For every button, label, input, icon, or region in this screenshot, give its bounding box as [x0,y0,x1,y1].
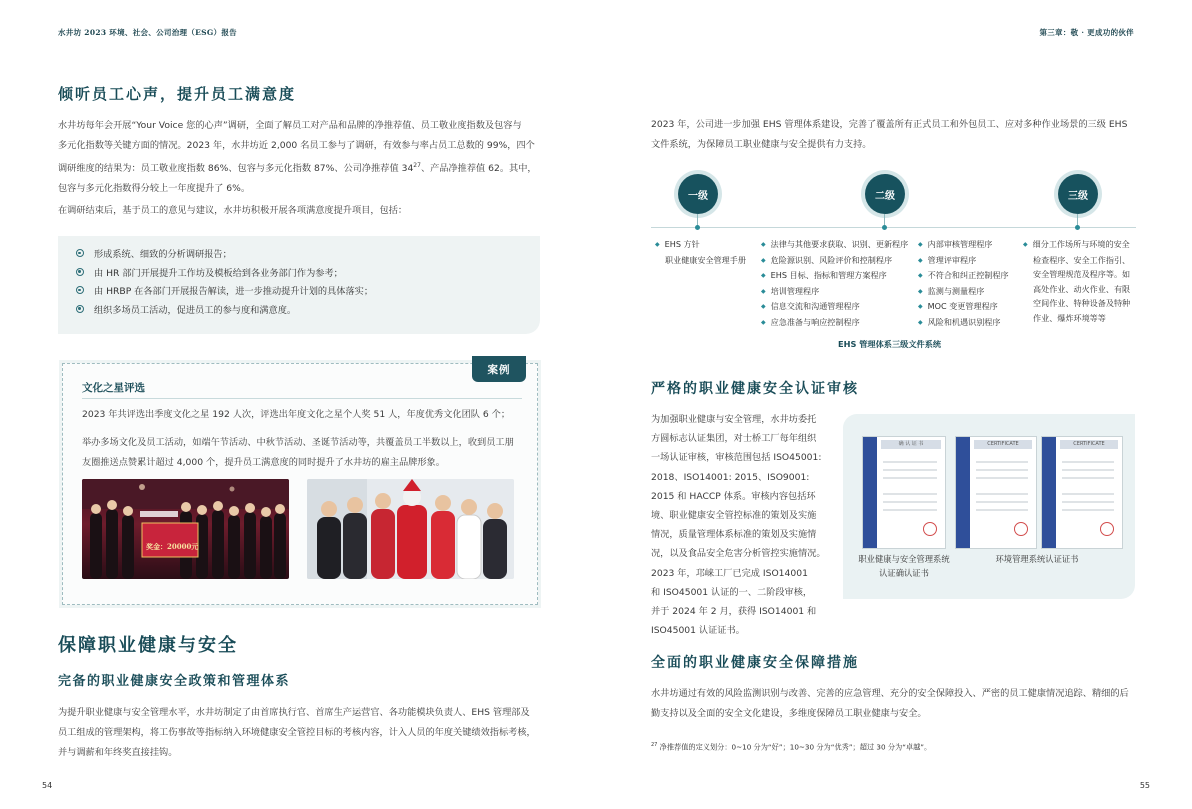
policy-paragraph [58,703,553,763]
certificate-ohs [862,436,946,549]
page-number-right: 55 [1139,781,1150,790]
survey-line: 包容与多元化指数得分较上一年度提升了 6%。 [58,183,251,195]
cert-line: 境、职业健康安全管控标准的策划及实施 [651,510,817,522]
tier-dot [695,225,700,230]
policy-line: 并与调薪和年终奖直接挂钩。 [58,747,178,758]
chapter-header-title: 第三章：敬 · 更成功的伙伴 [1039,28,1134,37]
tier-item: ◆ 风险和机遇识别程序 [918,315,1009,331]
award-board-text: 奖金：20000元 [146,542,199,551]
case-line: 友圈推送点赞累计超过 4,000 个，提升员工满意度的同时提升了水井坊的雇主品牌形象。 [82,457,445,468]
footnote-ref: 27 [413,162,421,169]
seal-icon [1100,522,1114,536]
page-number-left: 54 [42,781,53,790]
caption-ohs-certificate [852,552,956,580]
tier-item: ◆ 信息交流和沟通管理程序 [761,299,908,315]
ceremony-people-image [82,479,289,579]
certificate-env-1 [955,436,1037,549]
survey-line: 多元化指数等关键方面的情况。2023 年，水井坊近 2,000 名员工参与了调研，有效参与率占员工总数的 99%，四个 [58,140,535,151]
cert-heading: 确 认 证 书 [881,440,941,449]
measures-paragraph [651,684,1146,724]
bullet-icon [76,249,84,257]
bullet-icon [76,286,84,294]
tier-item: ◆ 管理评审程序 [918,253,1009,269]
case-paragraph-2 [82,433,527,473]
report-header-title: 水井坊 2023 环境、社会、公司治理（ESG）报告 [58,28,237,37]
tier-item-cont: 安全管理规范及程序等。如 [1033,269,1131,279]
tier-item-cont: 检查程序、安全工作指引、 [1033,254,1131,265]
bullet-icon [76,305,84,313]
tier-item: ◆ 应急准备与响应控制程序 [761,315,908,331]
section-title-health-safety: 保障职业健康与安全 [58,635,238,656]
certification-paragraph [651,410,831,640]
tier-item: ◆ MOC 变更管理程序 [918,299,1009,315]
caption-line: 认证确认证书 [879,568,929,578]
christmas-people-image [307,479,514,579]
footnote [651,742,931,752]
case-divider [82,398,522,399]
section-title-certification: 严格的职业健康安全认证审核 [651,381,859,397]
followup-paragraph: 在调研结束后，基于员工的意见与建议，水井坊积极开展各项满意度提升项目，包括： [58,205,408,216]
measures-line: 勤支持以及全面的安全文化建设，多维度保障员工职业健康与安全。 [651,708,927,719]
cert-heading: CERTIFICATE [1060,440,1118,449]
tier-dot [882,225,887,230]
cert-line: 2015 和 HACCP 体系。审核内容包括环 [651,490,816,502]
bullet-icon [76,268,84,276]
cert-line: 为加强职业健康与安全管理，水井坊委托 [651,414,817,425]
tier-item: ◆ 内部审核管理程序 [918,237,1009,253]
level-1-circle: 一级 [678,174,718,214]
tier-item: ◆ 细分工作场所与环境的安全 [1023,237,1130,253]
cert-line: 2018、ISO14001: 2015、ISO9001: [651,471,810,483]
tier-2b-list [918,237,1009,330]
intro-line: 2023 年，公司进一步加强 EHS 管理体系建设，完善了覆盖所有正式员工和外包员工、应对多种作业场景的三级 EHS [651,119,1128,130]
tier-item: ◆ EHS 方针 [655,237,746,253]
subsection-title-policy: 完备的职业健康安全政策和管理体系 [58,674,291,689]
cert-line: 方圆标志认证集团，对士桥工厂每年组织 [651,433,817,445]
case-tag: 案例 [472,356,526,382]
cert-line: ISO45001 认证证书。 [651,625,745,637]
survey-paragraph [58,116,548,199]
level-3-circle: 三级 [1058,174,1098,214]
christmas-activity-photo [307,479,514,579]
tier-item-cont: 作业、爆炸环境等等 [1033,312,1106,323]
list-item: 形成系统、细致的分析调研报告； [76,244,540,263]
tier-item-cont: 空间作业、特种设备及特种 [1033,298,1131,308]
cert-heading: CERTIFICATE [974,440,1032,449]
tier-item: ◆ 危险源识别、风险评价和控制程序 [761,253,908,269]
case-title: 文化之星评选 [82,382,145,394]
certificate-env-2 [1041,436,1123,549]
tier-2a-list [761,237,908,330]
list-item: 组织多场员工活动，促进员工的参与度和满意度。 [76,300,540,319]
list-item: 由 HR 部门开展提升工作坊及模板给到各业务部门作为参考； [76,263,540,282]
cert-line: 2023 年，邛崃工厂已完成 ISO14001 [651,567,808,579]
tier-item: ◆ 法律与其他要求获取、识别、更新程序 [761,237,908,253]
tier-item: 职业健康安全管理手册 [665,254,746,265]
intro-line: 文件系统，为保障员工职业健康与安全提供有力支持。 [651,139,872,150]
survey-line: 水井坊每年会开展“Your Voice 您的心声”调研，全面了解员工对产品和品牌的净推荐值、员工敬业度指数及包容与 [58,120,522,131]
tier-dot [1075,225,1080,230]
cert-line: 并于 2024 年 2 月，获得 ISO14001 和 [651,606,817,618]
tier-item: ◆ 培训管理程序 [761,284,908,300]
tier-item: ◆ EHS 目标、指标和管理方案程序 [761,268,908,284]
tier-3-list [1023,237,1130,325]
ehs-intro-paragraph [651,115,1141,155]
tier-item-cont: 高处作业、动火作业、有限 [1033,283,1131,294]
caption-line: 职业健康与安全管理系统 [858,554,950,564]
cert-line: 况，以及食品安全危害分析管控实施情况。 [651,548,826,560]
case-paragraph-1: 2023 年共评选出季度文化之星 192 人次，评选出年度文化之星个人奖 51 人，年度优秀文化团队 6 个； [82,409,511,420]
diagram-caption: EHS 管理体系三级文件系统 [838,339,942,349]
survey-line: 调研维度的结果为：员工敬业度指数 86%、包容与多元化指数 87%、公司净推荐值 $34^{27}$、产品净推荐值 62。其中， [58,162,537,175]
cert-line: 情况，质量管理体系标准的策划及实施情 [651,529,817,541]
measures-line: 水井坊通过有效的风险监测识别与改善、完善的应急管理、充分的安全保障投入、严密的员工健康情况追踪、精细的后 [651,688,1129,699]
improvement-list [58,236,540,334]
seal-icon [1014,522,1028,536]
list-item: 由 HRBP 在各部门开展报告解读，进一步推动提升计划的具体落实； [76,281,540,300]
section-title-measures: 全面的职业健康安全保障措施 [651,655,859,671]
footnote-text: 净推荐值的定义划分：0~10 分为“好”；10~30 分为“优秀”；超过 30 分为“卓越”。 [657,742,932,752]
tier-1-list [655,237,746,267]
level-2-circle: 二级 [865,174,905,214]
case-line: 举办多场文化及员工活动，如端午节活动、中秋节活动、圣诞节活动等，共覆盖员工半数以上，收到员工朋 [82,437,514,448]
caption-env-certificate: 环境管理系统认证证书 [995,554,1079,564]
section-title-listen: 倾听员工心声，提升员工满意度 [58,85,297,103]
footnote-number: 27 [651,742,658,748]
cert-line: 一场认证审核，审核范围包括 ISO45001: [651,452,822,464]
policy-line: 员工组成的管理架构，将工伤事故等指标纳入环境健康安全管控目标的考核内容，计入人员的年度关键绩效指标考核， [58,727,536,738]
tier-item: ◆ 监测与测量程序 [918,284,1009,300]
policy-line: 为提升职业健康与安全管理水平，水井坊制定了由首席执行官、首席生产运营官、各功能模块负责人、EHS 管理部及 [58,707,530,718]
seal-icon [923,522,937,536]
tier-timeline [651,227,1136,228]
cert-line: 和 ISO45001 认证的一、二阶段审核， [651,586,813,598]
award-ceremony-photo [82,479,289,579]
tier-item: ◆ 不符合和纠正控制程序 [918,268,1009,284]
